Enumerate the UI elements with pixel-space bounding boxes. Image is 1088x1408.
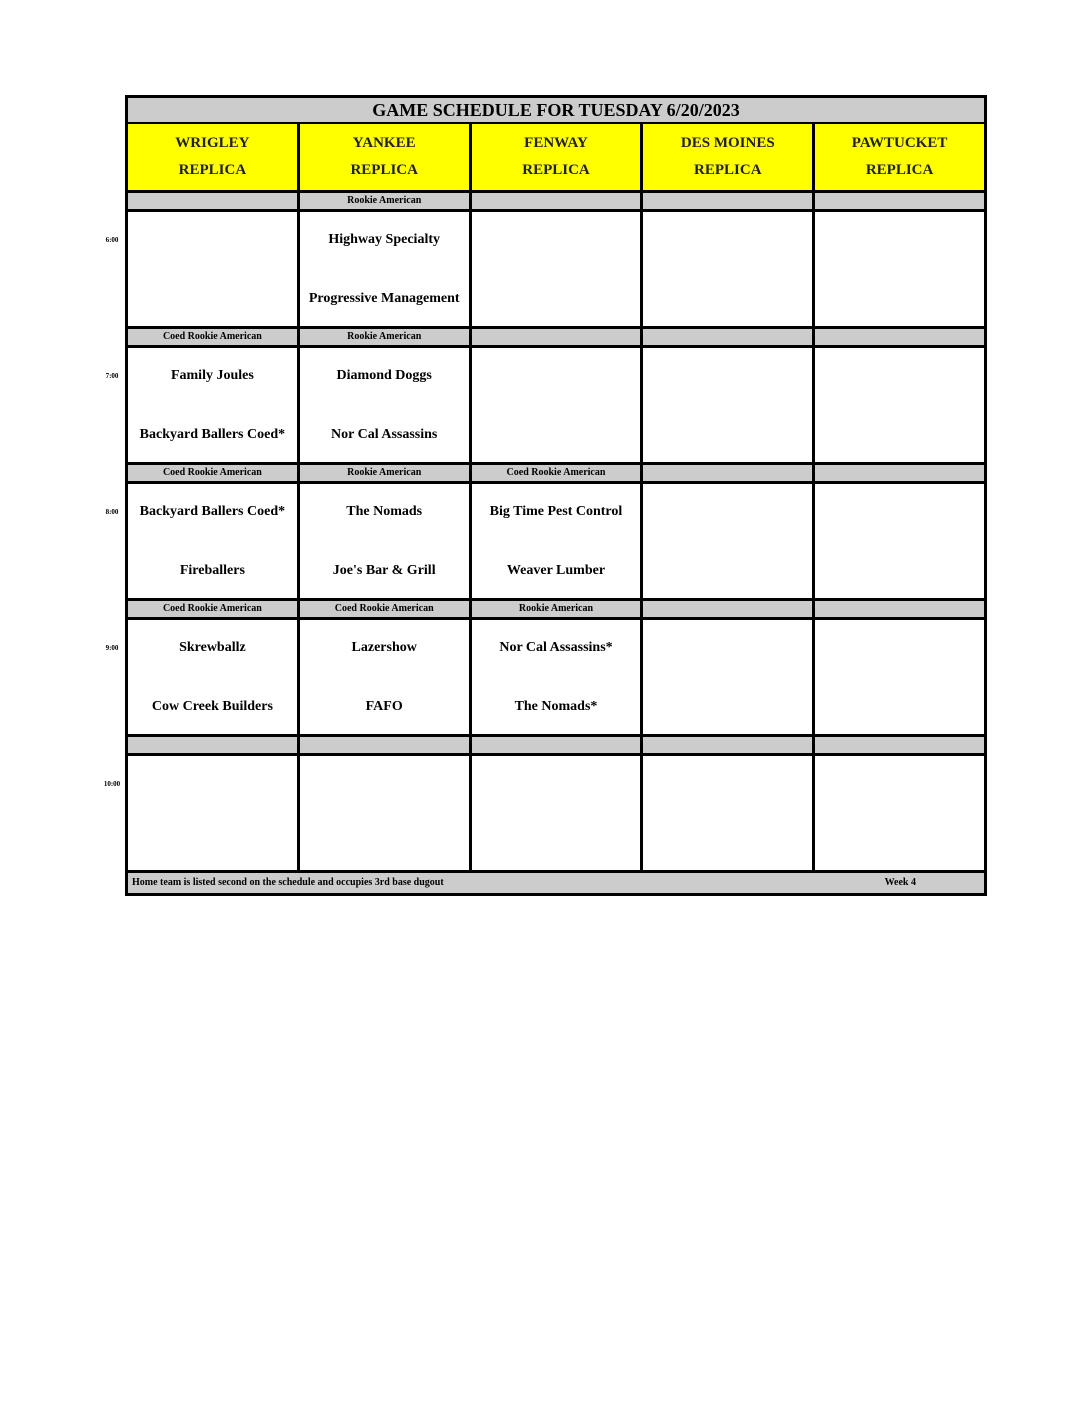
time-label: 10:00 — [103, 780, 121, 788]
game-cell — [643, 484, 815, 598]
field-name: YANKEE — [352, 134, 416, 151]
division-label — [472, 737, 644, 753]
schedule-sheet — [103, 95, 987, 896]
division-label — [300, 737, 472, 753]
away-team: The Nomads — [346, 504, 423, 519]
field-sub: REPLICA — [178, 162, 247, 179]
field-header — [472, 124, 644, 190]
field-header — [643, 124, 815, 190]
field-name: PAWTUCKET — [851, 134, 948, 151]
division-label — [128, 193, 300, 209]
field-header — [815, 124, 984, 190]
game-cell — [128, 756, 300, 870]
game-cell — [472, 212, 644, 326]
field-name: WRIGLEY — [175, 134, 250, 151]
home-team: Fireballers — [179, 563, 245, 578]
game-cell — [815, 348, 984, 462]
game-cell — [815, 484, 984, 598]
time-slot — [103, 737, 984, 873]
division-label: Coed Rookie American — [128, 329, 300, 345]
home-team: Progressive Management — [308, 291, 460, 306]
time-slot — [105, 193, 984, 329]
division-label: Coed Rookie American — [128, 601, 300, 617]
home-team: Weaver Lumber — [506, 563, 606, 578]
away-team: Lazershow — [351, 640, 417, 655]
game-cell — [300, 484, 472, 598]
home-team: FAFO — [365, 699, 403, 714]
field-sub: REPLICA — [350, 162, 418, 179]
game-cell — [128, 484, 300, 598]
game-row — [105, 484, 984, 601]
game-cell — [472, 756, 644, 870]
game-cell — [472, 484, 644, 598]
game-cell — [472, 348, 644, 462]
game-cell — [643, 348, 815, 462]
division-row — [128, 737, 984, 756]
game-cell — [300, 348, 472, 462]
game-row — [105, 212, 984, 329]
schedule-title: GAME SCHEDULE FOR TUESDAY 6/20/2023 — [128, 98, 984, 124]
game-row — [105, 620, 984, 737]
division-label: Rookie American — [300, 329, 472, 345]
division-label — [815, 193, 984, 209]
game-cell — [643, 756, 815, 870]
division-label — [643, 737, 815, 753]
field-sub: REPLICA — [522, 162, 590, 179]
division-label — [815, 329, 984, 345]
away-team: Diamond Doggs — [336, 368, 432, 383]
division-label — [815, 465, 984, 481]
division-label: Rookie American — [300, 465, 472, 481]
time-slot — [105, 329, 984, 465]
field-sub: REPLICA — [694, 162, 762, 179]
time-label: 7:00 — [105, 372, 119, 380]
field-name: FENWAY — [524, 134, 588, 151]
away-team: Nor Cal Assassins* — [499, 640, 613, 655]
home-team: Cow Creek Builders — [151, 699, 273, 714]
game-cell — [815, 756, 984, 870]
division-label — [815, 737, 984, 753]
away-team: Family Joules — [170, 368, 254, 383]
division-label — [472, 329, 644, 345]
home-team: The Nomads* — [514, 699, 598, 714]
division-label: Coed Rookie American — [472, 465, 644, 481]
footer-note: Home team is listed second on the schedule and occupies 3rd base dugout — [132, 877, 444, 888]
game-cell — [300, 212, 472, 326]
division-label: Rookie American — [300, 193, 472, 209]
game-cell — [128, 348, 300, 462]
time-label: 9:00 — [105, 644, 119, 652]
division-label — [643, 601, 815, 617]
division-label: Coed Rookie American — [128, 465, 300, 481]
game-row — [105, 348, 984, 465]
game-cell — [643, 620, 815, 734]
division-row — [128, 193, 984, 212]
schedule-footer — [128, 873, 984, 893]
away-team: Big Time Pest Control — [489, 504, 623, 519]
division-label — [643, 329, 815, 345]
game-cell — [300, 756, 472, 870]
field-name: DES MOINES — [680, 134, 775, 151]
game-cell — [815, 212, 984, 326]
division-row — [128, 465, 984, 484]
away-team: Highway Specialty — [328, 232, 440, 247]
division-row — [128, 601, 984, 620]
home-team: Nor Cal Assassins — [331, 427, 438, 442]
time-label: 6:00 — [105, 236, 119, 244]
division-row — [128, 329, 984, 348]
field-sub: REPLICA — [865, 162, 934, 179]
game-cell — [300, 620, 472, 734]
game-cell — [472, 620, 644, 734]
time-slot — [105, 465, 984, 601]
time-slot — [105, 601, 984, 737]
division-label — [815, 601, 984, 617]
division-label — [643, 193, 815, 209]
field-header-row — [128, 124, 984, 193]
division-label: Rookie American — [472, 601, 644, 617]
game-cell — [815, 620, 984, 734]
field-header — [128, 124, 300, 190]
division-label — [643, 465, 815, 481]
away-team: Backyard Ballers Coed* — [139, 504, 286, 519]
home-team: Joe's Bar & Grill — [332, 563, 436, 578]
field-header — [300, 124, 472, 190]
game-cell — [128, 620, 300, 734]
home-team: Backyard Ballers Coed* — [139, 427, 286, 442]
division-label — [472, 193, 644, 209]
game-cell — [128, 212, 300, 326]
division-label — [128, 737, 300, 753]
week-label: Week 4 — [884, 877, 916, 888]
game-cell — [643, 212, 815, 326]
time-label: 8:00 — [105, 508, 119, 516]
away-team: Skrewballz — [179, 640, 246, 655]
division-label: Coed Rookie American — [300, 601, 472, 617]
game-row — [103, 756, 984, 873]
